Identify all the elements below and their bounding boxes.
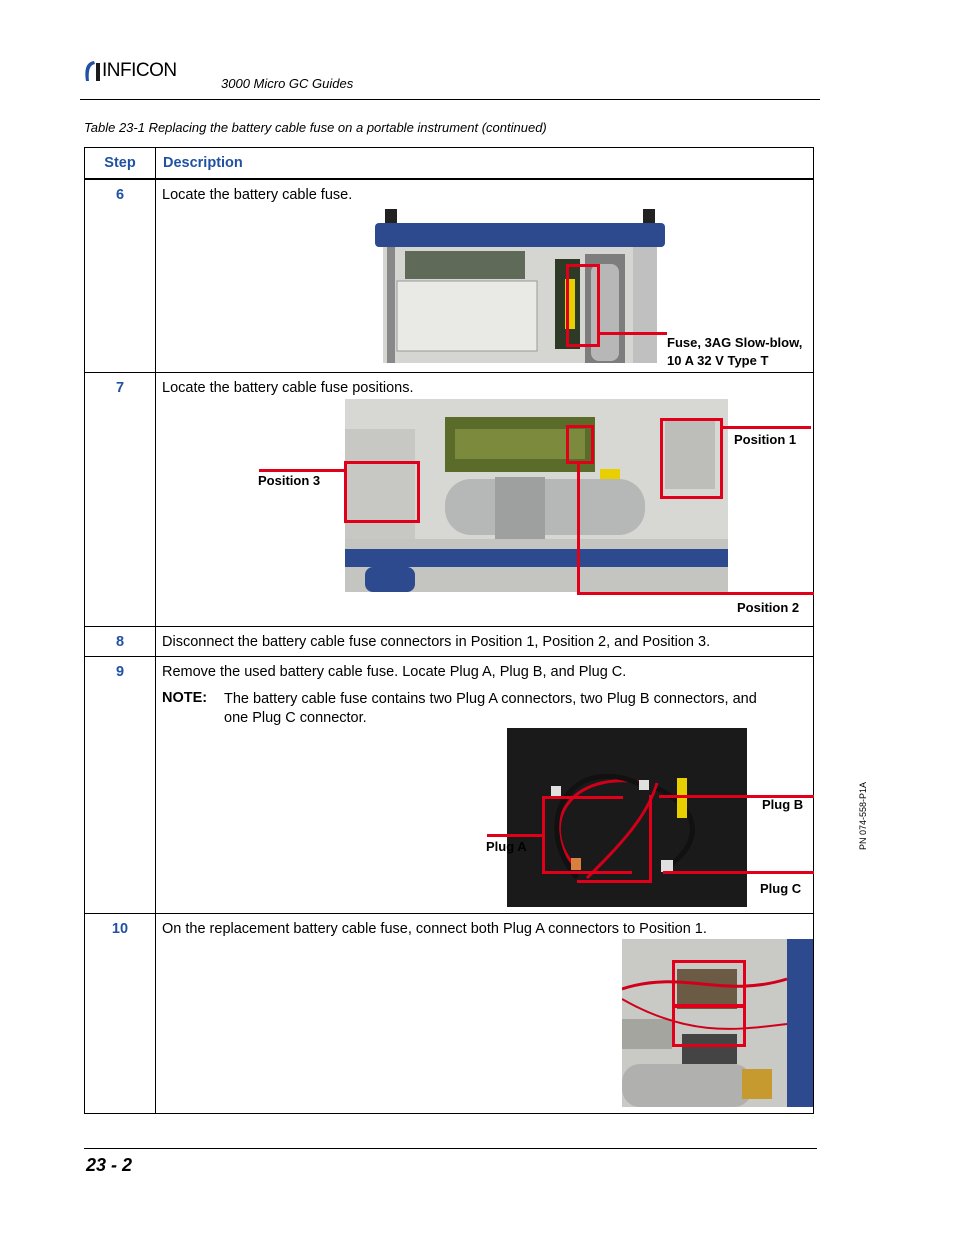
table-row [85,179,814,372]
step-description-cell [156,913,814,1113]
callout-fuse-spec-1: Fuse, 3AG Slow-blow, [667,335,803,350]
plug-c-callout-line [663,871,814,874]
step-description-cell [156,372,814,626]
position-1-callout-line [720,426,811,429]
inficon-logo-icon [83,60,103,82]
position-1-plug-box-upper [672,960,746,1007]
step-number: 6 [115,187,125,203]
step-number-cell [85,372,156,626]
table-row [85,626,814,656]
step-description: Remove the used battery cable fuse. Locate Plug A, Plug B, and Plug C. [162,663,627,680]
step-description-cell [156,656,814,913]
table-row [85,913,814,1113]
step-number-cell [85,179,156,372]
instrument-top-photo [375,209,665,363]
table-row [85,372,814,626]
position-1-plug-box-lower [672,1005,746,1047]
step-description: Locate the battery cable fuse. [162,187,353,203]
step-number: 8 [115,633,125,650]
note-text: The battery cable fuse contains two Plug A connectors, two Plug B connectors, and one Plug C connector. [224,690,757,726]
note-label: NOTE: [162,689,208,706]
plug-b-bracket-bottom [577,880,652,883]
plug-a-callout-line [487,834,544,837]
step-description-cell [156,626,814,656]
step-description-cell [156,179,814,372]
position-2-highlight-box [566,425,594,464]
position-2-callout-line-vertical [577,462,580,595]
fuse-callout-line [597,332,667,335]
callout-plug-c: Plug C [760,880,802,896]
plug-a-bracket-bottom [542,871,632,874]
column-header-description: Description [156,148,814,180]
plug-b-bracket-vertical [649,795,652,883]
column-header-step: Step [85,148,156,180]
step-number: 10 [111,920,129,937]
table-header-row [85,148,814,180]
header-divider [80,99,820,100]
step-description: On the replacement battery cable fuse, connect both Plug A connectors to Position 1. [162,920,707,937]
step-number-cell [85,656,156,913]
brand-name: INFICON [102,60,177,81]
footer-divider [84,1148,817,1149]
step-number-cell [85,626,156,656]
plug-a-bracket-top [542,796,623,799]
page-number: 23 - 2 [86,1155,133,1175]
fuse-highlight-box [566,264,600,347]
callout-position-3: Position 3 [258,472,321,488]
callout-plug-b: Plug B [762,796,804,812]
callout-fuse-spec-2: 10 A 32 V Type T [667,353,769,368]
callout-plug-a: Plug A [486,838,527,854]
position-3-highlight-box [344,461,420,523]
step-description: Disconnect the battery cable fuse connectors in Position 1, Position 2, and Position 3. [162,633,711,650]
steps-table [84,147,814,1114]
step-number: 9 [115,663,125,680]
table-caption: Table 23-1 Replacing the battery cable fuse on a portable instrument (continued) [84,120,547,135]
step-description: Locate the battery cable fuse positions. [162,379,414,396]
position-1-highlight-box [660,418,723,499]
callout-position-1: Position 1 [734,431,797,447]
step-number-cell [85,913,156,1113]
part-number: PN 074-558-P1A [858,781,868,850]
step-number: 7 [115,379,125,396]
position-2-callout-line-horizontal [577,592,814,595]
guide-title: 3000 Micro GC Guides [221,76,354,91]
table-row [85,656,814,913]
callout-position-2: Position 2 [737,599,800,615]
